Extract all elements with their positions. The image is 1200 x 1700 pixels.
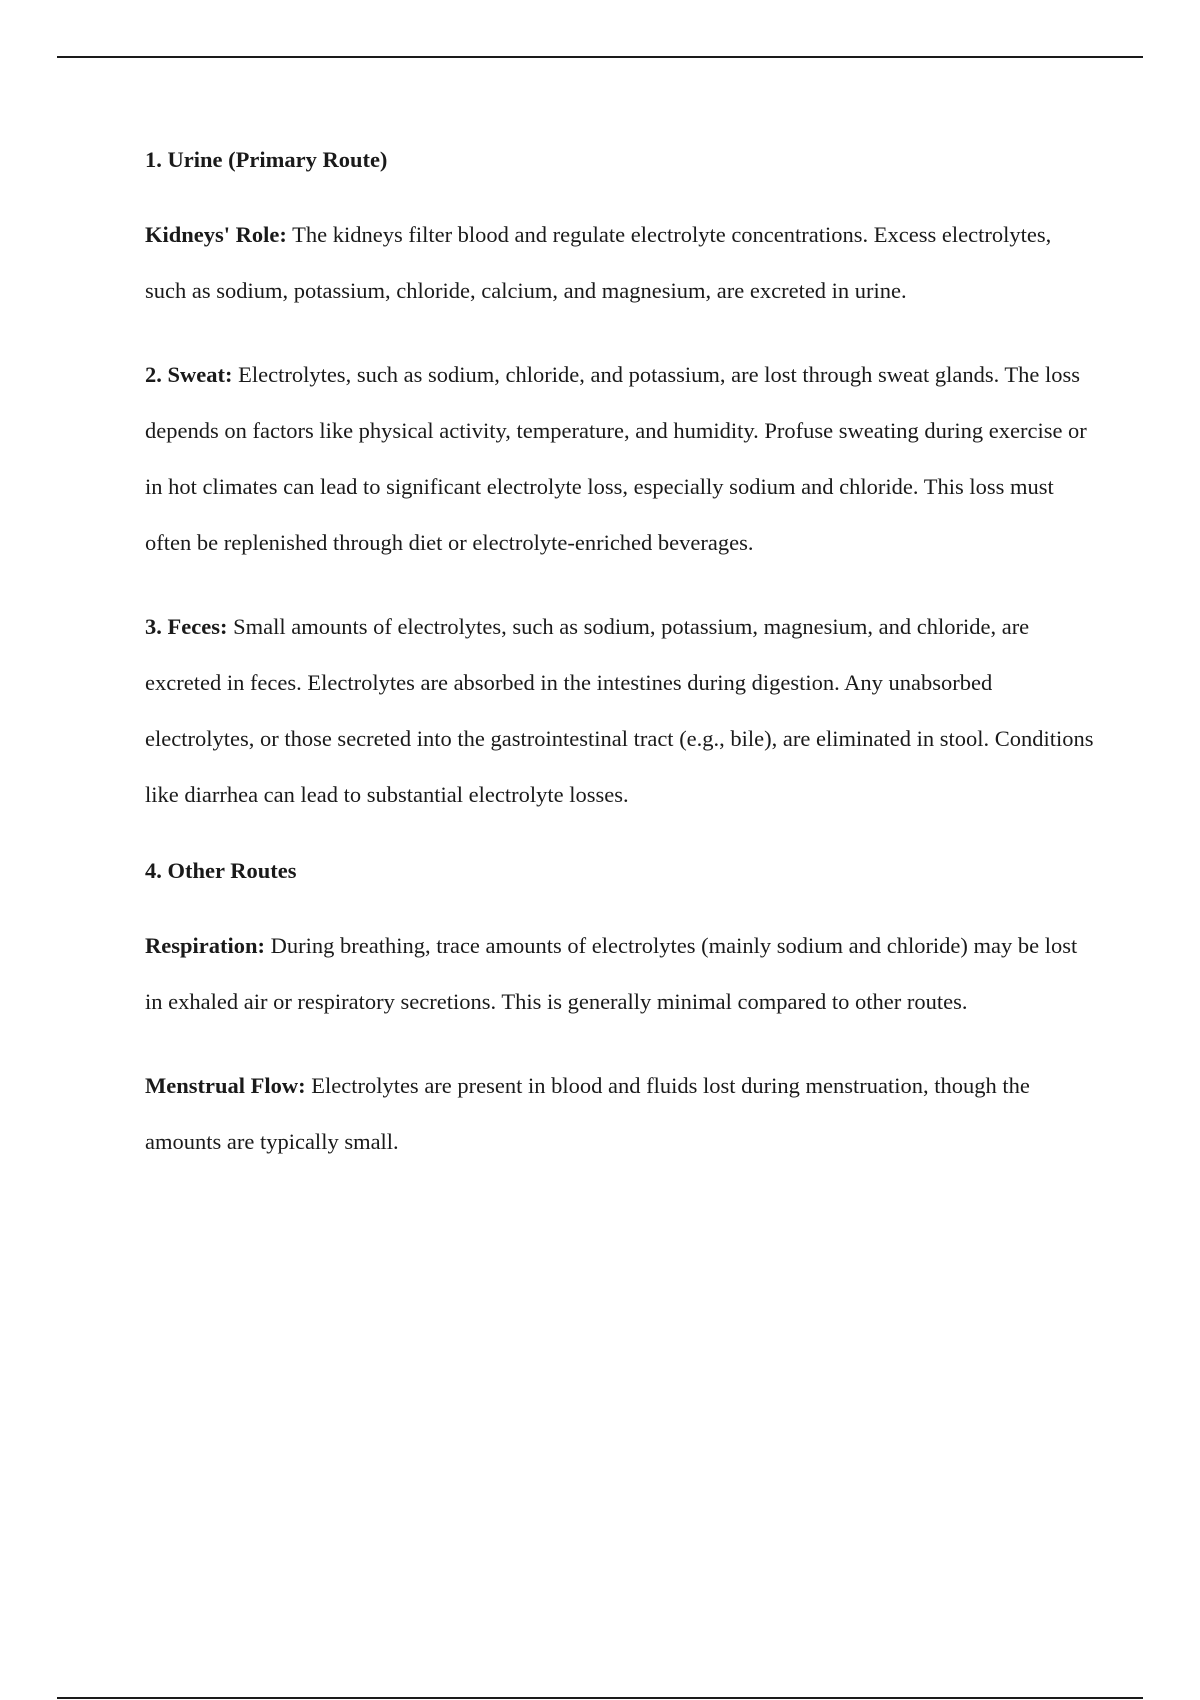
paragraph-text: During breathing, trace amounts of electrolytes (mainly sodium and chloride) may be lost in exhaled air or respiratory secretions. This is generally minimal compared to other routes. [145,933,1078,1014]
paragraph-feces [145,599,1095,823]
paragraph-label: Menstrual Flow: [145,1073,306,1098]
paragraph-text: Electrolytes, such as sodium, chloride, and potassium, are lost through sweat glands. The loss depends on factors like physical activity, temperature, and humidity. Profuse sweating during exercise or in hot climates can lead to significant electrolyte loss, especially sodium and chloride. This loss must often be replenished through diet or electrolyte-enriched beverages. [145,362,1087,555]
paragraph-text: Electrolytes are present in blood and fluids lost during menstruation, though the amounts are typically small. [145,1073,1030,1154]
paragraph-sweat [145,347,1095,571]
paragraph-label: Kidneys' Role: [145,222,287,247]
section-heading-other-routes: 4. Other Routes [145,858,297,883]
header-rule [57,56,1143,58]
paragraph-label: Respiration: [145,933,265,958]
paragraph-label: 2. Sweat: [145,362,233,387]
paragraph-kidneys-role [145,207,1095,319]
section-heading-urine: 1. Urine (Primary Route) [145,147,388,172]
document-body [145,140,1095,1198]
paragraph-text: Small amounts of electrolytes, such as sodium, potassium, magnesium, and chloride, are excreted in feces. Electrolytes are absorbed in the intestines during digestion. Any unabsorbed electrolytes, or those secreted into the gastrointestinal tract (e.g., bile), are eliminated in stool. Conditions like diarrhea can lead to substantial electrolyte losses. [145,614,1094,807]
footer-rule [57,1697,1143,1699]
paragraph-text: The kidneys filter blood and regulate electrolyte concentrations. Excess electrolytes, such as sodium, potassium, chloride, calcium, and magnesium, are excreted in urine. [145,222,1052,303]
paragraph-respiration [145,918,1095,1030]
paragraph-label: 3. Feces: [145,614,228,639]
paragraph-menstrual-flow [145,1058,1095,1170]
